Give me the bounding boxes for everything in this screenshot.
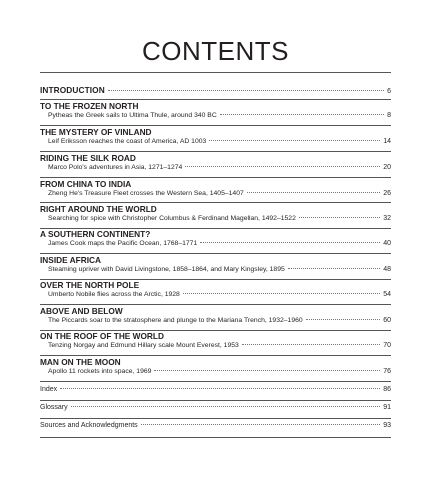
chapter-page: 32 <box>383 215 391 222</box>
divider <box>40 202 391 203</box>
chapter-heading[interactable]: OVER THE NORTH POLE <box>40 280 140 290</box>
chapter-heading[interactable]: MAN ON THE MOON <box>40 357 121 367</box>
chapter-heading[interactable]: FROM CHINA TO INDIA <box>40 179 132 189</box>
chapter-subtitle-line[interactable] <box>40 368 391 380</box>
chapter-subtitle-line[interactable] <box>40 266 391 278</box>
divider <box>40 418 391 419</box>
chapter-heading[interactable]: ON THE ROOF OF THE WORLD <box>40 331 164 341</box>
chapter-subtitle: Pytheas the Greek sails to Ultima Thule, around 340 BC <box>48 112 217 119</box>
leader-dots <box>306 319 381 320</box>
leader-dots <box>185 166 380 167</box>
divider <box>40 151 391 152</box>
chapter-subtitle: Marco Polo's adventures in Asia, 1271–1274 <box>48 164 183 171</box>
chapter-subtitle: The Piccards soar to the stratosphere and plunge to the Mariana Trench, 1932–1960 <box>48 317 303 324</box>
chapter-heading[interactable]: TO THE FROZEN NORTH <box>40 101 139 111</box>
chapter-page: 40 <box>383 240 391 247</box>
chapter-subtitle-line[interactable] <box>40 190 391 202</box>
chapter-heading[interactable]: ABOVE AND BELOW <box>40 306 123 316</box>
divider <box>40 381 391 382</box>
divider <box>40 437 391 438</box>
chapter-page: 48 <box>383 266 391 273</box>
toc-entry-introduction[interactable] <box>40 85 391 97</box>
chapter-subtitle-line[interactable] <box>40 317 391 329</box>
page-title: CONTENTS <box>142 36 289 66</box>
divider <box>40 253 391 254</box>
toc-entry-page: 6 <box>387 88 391 95</box>
toc-entry-label: Sources and Acknowledgments <box>40 422 138 429</box>
chapter-subtitle: Steaming upriver with David Livingstone, 1858–1864, and Mary Kingsley, 1895 <box>48 266 285 273</box>
chapter-page: 70 <box>383 342 391 349</box>
chapter-subtitle: Umberto Nobile flies across the Arctic, 1928 <box>48 291 180 298</box>
chapter-page: 8 <box>387 112 391 119</box>
toc-entry-label: Index <box>40 386 58 393</box>
leader-dots <box>183 293 380 294</box>
leader-dots <box>71 406 381 407</box>
leader-dots <box>108 90 384 91</box>
chapter-page: 26 <box>383 190 391 197</box>
toc-entry-label: Glossary <box>40 404 68 411</box>
chapter-subtitle-line[interactable] <box>40 291 391 303</box>
divider <box>40 99 391 100</box>
chapter-subtitle-line[interactable] <box>40 112 391 124</box>
chapter-subtitle: Searching for spice with Christopher Columbus & Ferdinand Magellan, 1492–1522 <box>48 215 296 222</box>
leader-dots <box>242 344 380 345</box>
leader-dots <box>220 114 384 115</box>
chapter-subtitle: Leif Eriksson reaches the coast of America, AD 1003 <box>48 138 207 145</box>
chapter-subtitle-line[interactable] <box>40 215 391 227</box>
leader-dots <box>200 242 380 243</box>
chapter-page: 76 <box>383 368 391 375</box>
toc-entry-label: INTRODUCTION <box>40 85 105 95</box>
chapter-page: 20 <box>383 164 391 171</box>
leader-dots <box>154 370 380 371</box>
toc-entry-page: 93 <box>383 422 391 429</box>
chapter-page: 60 <box>383 317 391 324</box>
chapter-heading[interactable]: RIGHT AROUND THE WORLD <box>40 204 157 214</box>
leader-dots <box>60 388 380 389</box>
chapter-heading[interactable]: INSIDE AFRICA <box>40 255 101 265</box>
chapter-heading[interactable]: A SOUTHERN CONTINENT? <box>40 229 151 239</box>
chapter-subtitle: James Cook maps the Pacific Ocean, 1768–1771 <box>48 240 198 247</box>
leader-dots <box>288 268 380 269</box>
toc-entry-page: 91 <box>383 404 391 411</box>
chapter-heading[interactable]: THE MYSTERY OF VINLAND <box>40 127 152 137</box>
chapter-page: 54 <box>383 291 391 298</box>
leader-dots <box>247 192 380 193</box>
chapter-subtitle: Tenzing Norgay and Edmund Hillary scale Mount Everest, 1953 <box>48 342 239 349</box>
chapter-subtitle: Zheng He's Treasure Fleet crosses the Western Sea, 1405–1407 <box>48 190 244 197</box>
divider <box>40 304 391 305</box>
chapter-page: 14 <box>383 138 391 145</box>
divider <box>40 400 391 401</box>
chapter-subtitle-line[interactable] <box>40 342 391 354</box>
toc-entry-page: 86 <box>383 386 391 393</box>
leader-dots <box>209 140 380 141</box>
chapter-subtitle-line[interactable] <box>40 164 391 176</box>
toc-entry-sources[interactable] <box>40 422 391 434</box>
chapter-heading[interactable]: RIDING THE SILK ROAD <box>40 153 136 163</box>
chapter-subtitle: Apollo 11 rockets into space, 1969 <box>48 368 152 375</box>
toc-entry-glossary[interactable] <box>40 404 391 416</box>
divider <box>40 125 391 126</box>
divider <box>40 177 391 178</box>
divider <box>40 355 391 356</box>
divider <box>40 72 391 73</box>
leader-dots <box>299 217 380 218</box>
chapter-subtitle-line[interactable] <box>40 240 391 252</box>
leader-dots <box>141 424 381 425</box>
chapter-subtitle-line[interactable] <box>40 138 391 150</box>
toc-entry-index[interactable] <box>40 386 391 398</box>
